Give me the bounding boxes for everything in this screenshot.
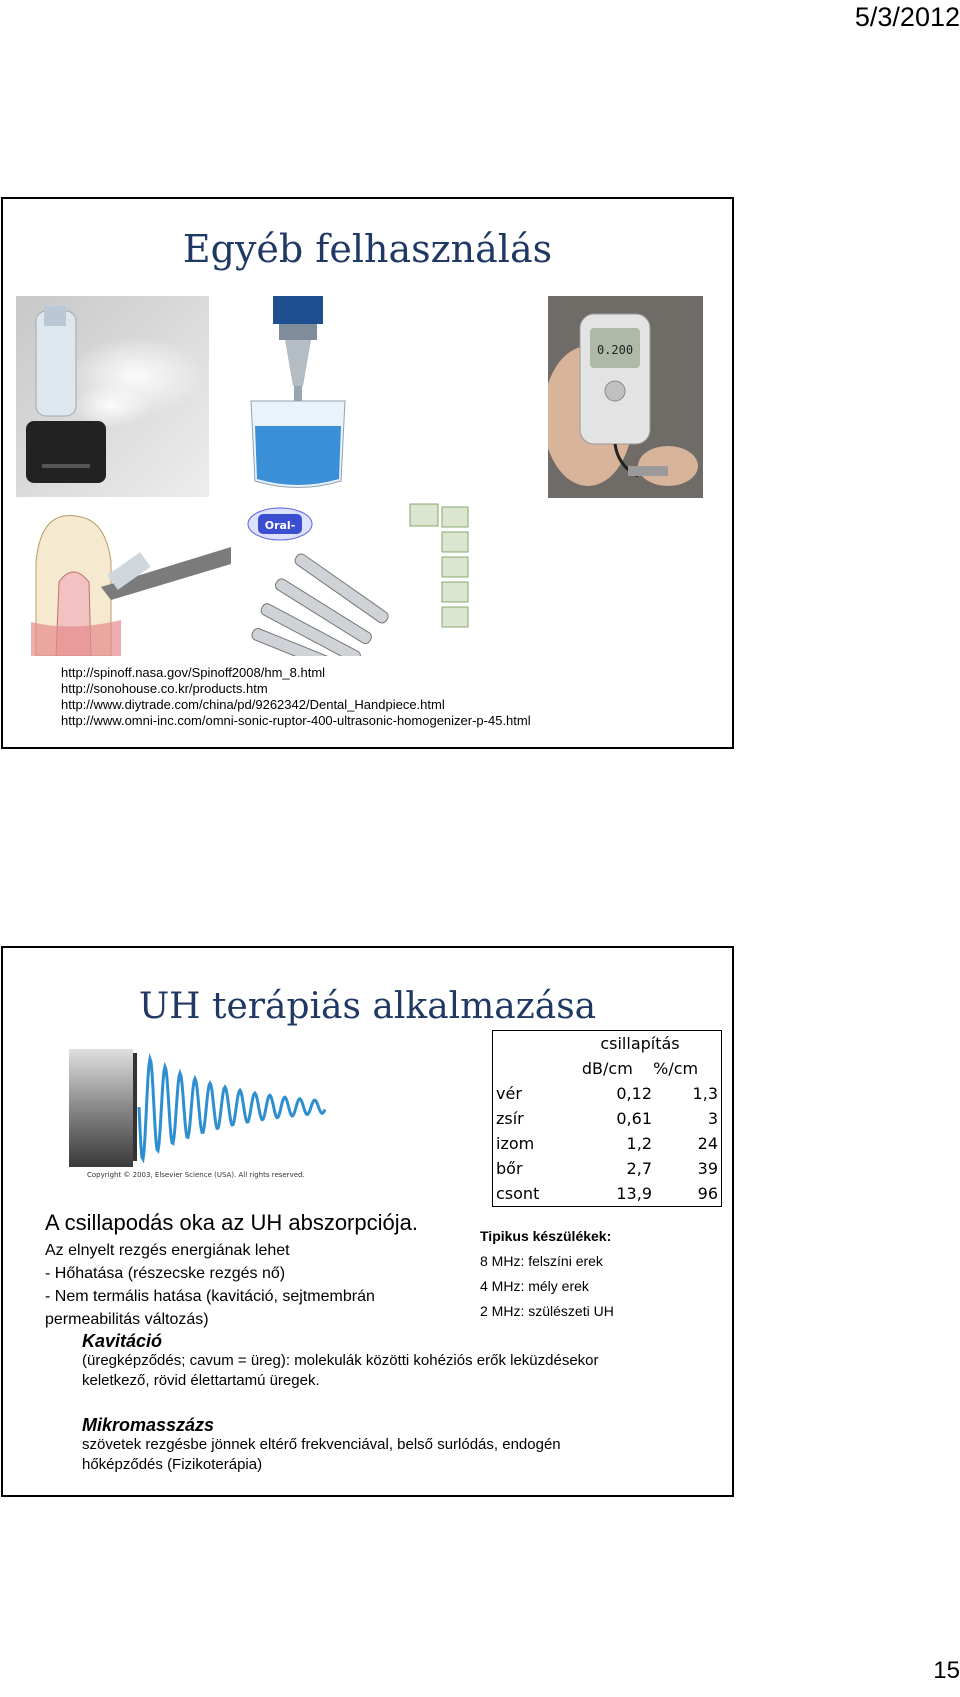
source-url: http://sonohouse.co.kr/products.htm bbox=[61, 681, 268, 696]
pct-value: 96 bbox=[697, 1184, 718, 1203]
tissue-label: csont bbox=[496, 1184, 540, 1203]
body-line: - Hőhatása (részecske rezgés nő) bbox=[45, 1265, 286, 1282]
absorption-body bbox=[45, 1239, 375, 1331]
tissue-label: vér bbox=[496, 1084, 522, 1103]
source-url: http://www.diytrade.com/china/pd/9262342/Dental_Handpiece.html bbox=[61, 697, 445, 712]
cavitation-heading: Kavitáció bbox=[82, 1331, 163, 1351]
dental-handpiece-photo bbox=[240, 502, 470, 656]
db-value: 0,12 bbox=[616, 1084, 652, 1103]
db-value: 0,61 bbox=[616, 1109, 652, 1128]
micromassage-section bbox=[82, 1415, 561, 1475]
page-number: 15 bbox=[933, 1657, 960, 1684]
device-item: 8 MHz: felszíni erek bbox=[480, 1253, 603, 1269]
pct-value: 3 bbox=[707, 1109, 718, 1128]
slide-title: UH terápiás alkalmazása bbox=[138, 986, 597, 1027]
ultrasound-transducer-wave-image bbox=[67, 1043, 327, 1180]
db-value: 13,9 bbox=[616, 1184, 652, 1203]
thickness-gauge-photo bbox=[548, 296, 703, 498]
slide-other-uses bbox=[1, 197, 734, 749]
humidifier-photo bbox=[16, 296, 209, 497]
devices-heading: Tipikus készülékek: bbox=[480, 1228, 612, 1244]
cavitation-line: keletkező, rövid élettartamú üregek. bbox=[82, 1372, 320, 1389]
body-line: Az elnyelt rezgés energiának lehet bbox=[45, 1242, 290, 1259]
body-line: permeabilitás változás) bbox=[45, 1311, 209, 1328]
slide-uh-therapy bbox=[1, 946, 734, 1497]
source-url: http://www.omni-inc.com/omni-sonic-ruptor-400-ultrasonic-homogenizer-p-45.html bbox=[61, 713, 531, 728]
pct-value: 1,3 bbox=[692, 1084, 718, 1103]
db-value: 1,2 bbox=[626, 1134, 652, 1153]
cavitation-section bbox=[82, 1331, 599, 1391]
slide-title: Egyéb felhasználás bbox=[182, 227, 553, 271]
table-row bbox=[493, 1181, 722, 1207]
typical-devices bbox=[480, 1224, 614, 1324]
source-url: http://spinoff.nasa.gov/Spinoff2008/hm_8.html bbox=[61, 665, 326, 680]
cavitation-line: (üregképződés; cavum = üreg): molekulák közötti kohéziós erők leküzdésekor bbox=[82, 1352, 599, 1369]
table-row bbox=[493, 1131, 722, 1156]
device-item: 2 MHz: szülészeti UH bbox=[480, 1303, 614, 1319]
micromassage-line: hőképződés (Fizikoterápia) bbox=[82, 1456, 263, 1473]
device-item: 4 MHz: mély erek bbox=[480, 1278, 589, 1294]
table-row bbox=[493, 1081, 722, 1106]
tissue-label: izom bbox=[496, 1134, 535, 1153]
attenuation-table bbox=[492, 1030, 722, 1207]
table-row bbox=[493, 1106, 722, 1131]
header-date: 5/3/2012 bbox=[854, 2, 960, 32]
brand-text: Oral- bbox=[264, 519, 296, 532]
homogenizer-photo bbox=[243, 296, 353, 496]
tissue-label: bőr bbox=[496, 1159, 523, 1178]
gauge-reading: 0.200 bbox=[596, 343, 634, 357]
pct-value: 24 bbox=[697, 1134, 718, 1153]
table-header-attenuation: csillapítás bbox=[600, 1034, 680, 1053]
dental-scaler-illustration bbox=[31, 502, 236, 656]
absorption-heading: A csillapodás oka az UH abszorpciója. bbox=[45, 1210, 418, 1235]
copyright-text: Copyright © 2003, Elsevier Science (USA). All rights reserved. bbox=[87, 1171, 305, 1179]
body-line: - Nem termális hatása (kavitáció, sejtmembrán bbox=[45, 1288, 375, 1305]
pct-value: 39 bbox=[697, 1159, 718, 1178]
db-value: 2,7 bbox=[626, 1159, 652, 1178]
source-url-list bbox=[61, 665, 531, 729]
table-header-units: dB/cm %/cm bbox=[581, 1059, 699, 1078]
micromassage-line: szövetek rezgésbe jönnek eltérő frekvenciával, belső surlódás, endogén bbox=[82, 1436, 561, 1453]
micromassage-heading: Mikromasszázs bbox=[82, 1415, 215, 1435]
tissue-label: zsír bbox=[496, 1109, 524, 1128]
table-row bbox=[493, 1156, 722, 1181]
